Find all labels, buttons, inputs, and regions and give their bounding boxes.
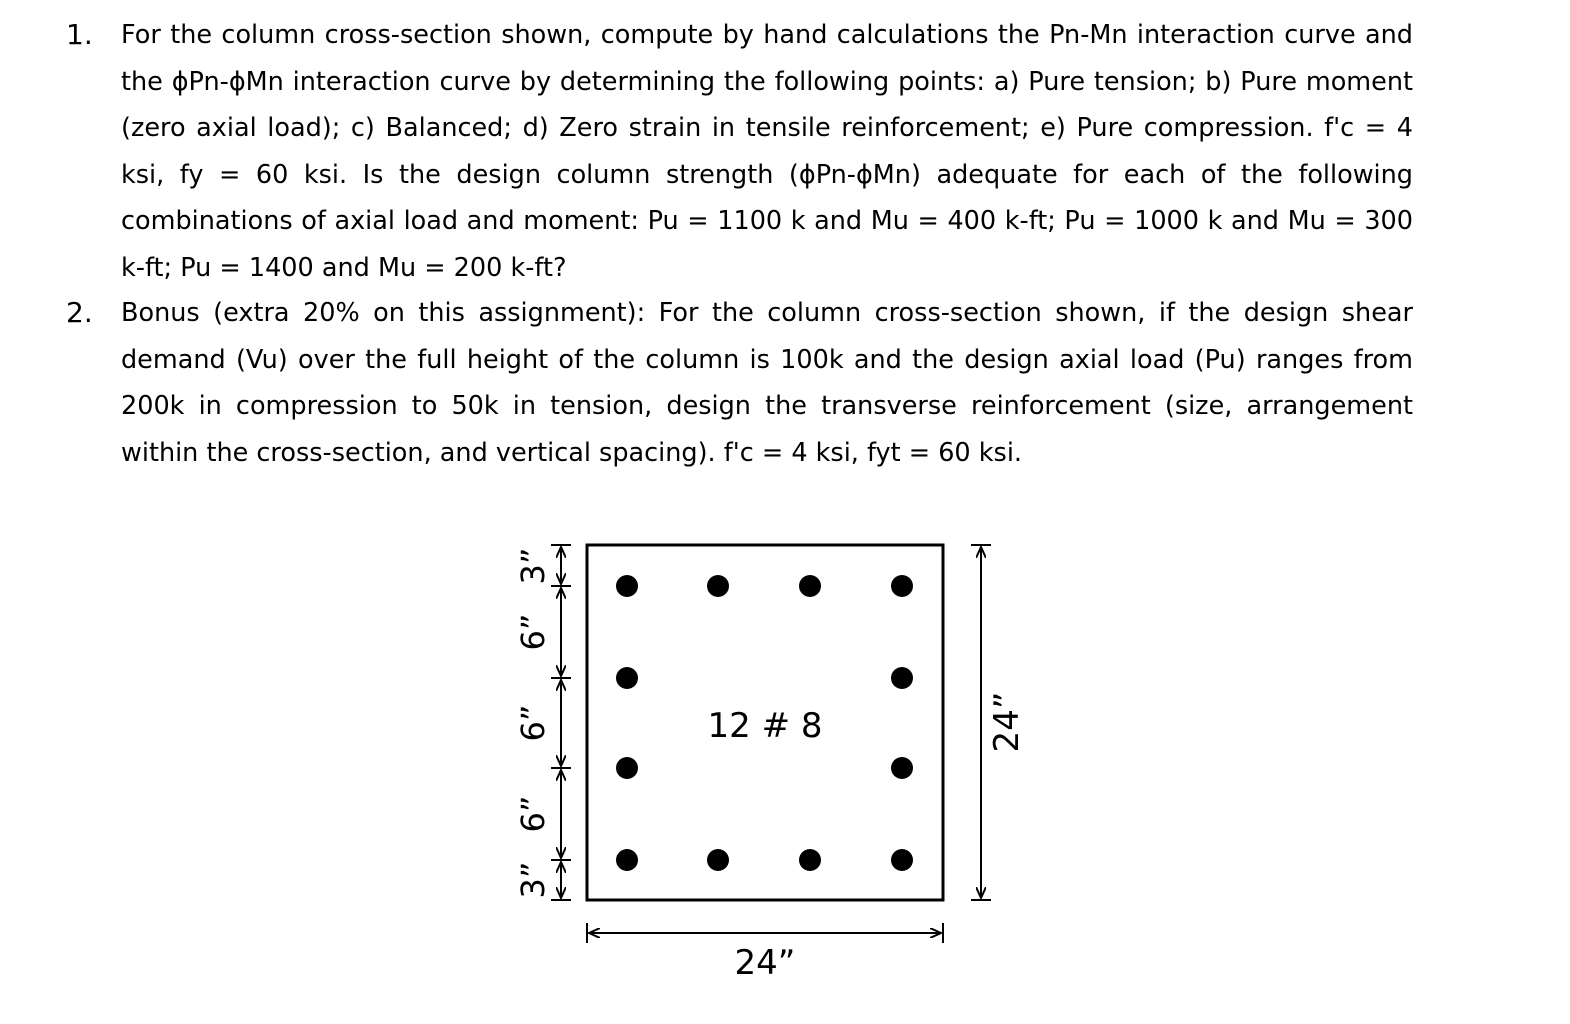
spacing-label: 6” (514, 795, 552, 833)
problem-1-text: For the column cross-section shown, compute by hand calculations the Pn-Mn interaction curve and the ϕPn-ϕMn interaction curve by determining the following points: a) Pure tension; b) Pure moment (zero axial load); c) Balanced; d) Zero strain in tensile reinforcement; e) Pure compression. f'c = 4 ksi, fy = 60 ksi. Is the design column strength (ϕPn-ϕMn) adequate for each of the following combinations of axial load and moment: Pu = 1100 k and Mu = 400 k-ft; Pu = 1000 k and Mu = 300 k-ft; Pu = 1400 and Mu = 200 k-ft? (121, 20, 1413, 283)
spacing-label: 6” (514, 613, 552, 651)
rebar (707, 849, 729, 871)
rebar (891, 757, 913, 779)
rebar (616, 575, 638, 597)
rebar (891, 575, 913, 597)
rebar (616, 667, 638, 689)
spacing-label-bottom-cover: 3” (514, 861, 552, 899)
problem-2-number: 2. (66, 296, 93, 329)
width-dimension (587, 923, 943, 943)
rebar (616, 849, 638, 871)
spacing-dimension (551, 545, 571, 900)
problem-2-text: Bonus (extra 20% on this assignment): For the column cross-section shown, if the design shear demand (Vu) over the full height of the column is 100k and the design axial load (Pu) ranges from 200k in compression to 50k in tension, design the transverse reinforcement (size, arrangement within the cross-section, and vertical spacing). f'c = 4 ksi, fyt = 60 ksi. (121, 298, 1413, 468)
rebar (799, 849, 821, 871)
spacing-label: 6” (514, 704, 552, 742)
rebar (891, 849, 913, 871)
rebar (799, 575, 821, 597)
rebar-label: 12 # 8 (707, 706, 823, 746)
rebar (891, 667, 913, 689)
spacing-label-top-cover: 3” (514, 547, 552, 585)
rebar (616, 757, 638, 779)
width-label: 24” (734, 943, 796, 983)
rebar (707, 575, 729, 597)
problem-1-number: 1. (66, 18, 93, 51)
height-label: 24” (987, 691, 1027, 753)
